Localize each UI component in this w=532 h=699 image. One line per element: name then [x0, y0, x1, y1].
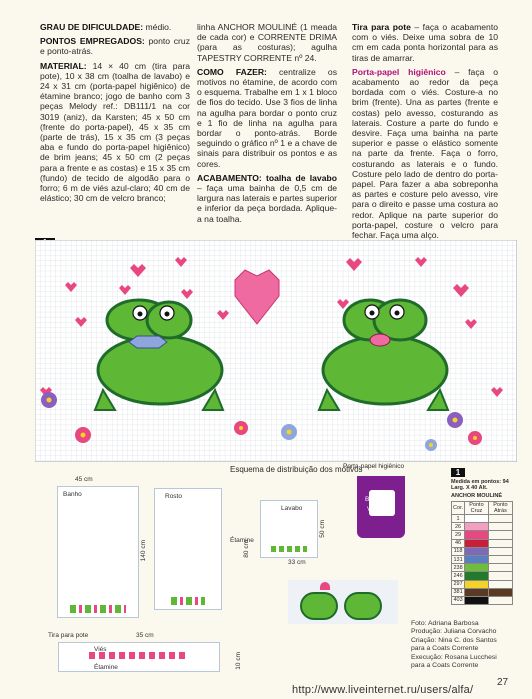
column-middle — [197, 22, 337, 228]
credit-line: para a Coats Corrente — [411, 662, 479, 670]
holder-title: Porta-papel higiênico — [343, 463, 405, 470]
how-to-label: COMO FAZER: — [197, 66, 267, 77]
page-number: 27 — [497, 677, 509, 688]
key-back-swatch — [488, 572, 512, 580]
credits — [411, 620, 497, 670]
towel-banho-motif — [70, 605, 126, 613]
flower-icon — [468, 431, 482, 445]
paper-holder-drawing — [357, 476, 405, 538]
flower-icon — [75, 427, 91, 443]
dim-45cm: 45 cm — [75, 476, 93, 483]
key-back-swatch — [488, 523, 512, 531]
key-color-code: 297 — [453, 581, 463, 588]
key-back-swatch — [488, 555, 512, 563]
pot-strip — [58, 642, 220, 672]
strip-value: – faça o acabamento com o viés. Deixe uma sobra de 10 cm em cada ponta horizontal para as tiras de amarrar. — [352, 22, 498, 63]
strip-label: Tira para pote — [352, 22, 411, 32]
key-color-code: 29 — [452, 531, 465, 539]
credit-line: Execução: Rosana Lucchesi — [411, 653, 497, 661]
key-brand: ANCHOR MOULINÉ — [451, 493, 503, 499]
key-header: Ponto Atrás — [488, 502, 512, 515]
flower-icon — [447, 412, 463, 428]
material-value: 14 × 40 cm (tira para pote), 10 x 38 cm (toalha de lavabo) e 24 x 31 cm (porta-papel higiênico) de étamine branco; jogo de banho com 3 peças Melody ref.: DB111/1 na cor 3019 (aniz), da Karsten; 45 x 50 cm (frente do porta-papel), 45 x 35 cm (parte de trás), 15 x 35 cm (3 peças aba e fundo do porta-papel higiênico) de brim jeans; 45 x 50 cm (2 peças para a frente e as costas) e 15 x 35 cm (fundo) de tecido de algodão para o forro; 6 m de viés azul-claro; 40 cm de elástico; 30 cm de velcro branco; — [40, 60, 190, 204]
towel-lavabo — [260, 500, 318, 558]
key-row — [452, 588, 513, 596]
frog-photo-left — [300, 592, 338, 620]
holder-value: – faça o acabamento ao redor da peça bordada com o viés. Costure-a no brim (frente). Una as partes (frente e costas) pelo avesso, costurando as laterais. Costure a parte do fundo e desvire. Faça uma bainha na parte superior e passe o elástico somente na parte da frente. Faça o forro, costurando as laterais e o fundo. Costure pelo lado de dentro do porta-papel. Para fazer a aba sobreponha as partes e costure pelo avesso, vire para o direito e passe uma costura ao redor. Aplique na parte superior do porta-papel, costure o velcro para fechar. Faça uma alço. — [352, 66, 498, 241]
vies-label: Viés — [367, 506, 380, 513]
key-cross-swatch — [465, 515, 489, 523]
finishing-label: ACABAMENTO: toalha de lavabo — [197, 172, 337, 183]
key-color-code: 131 — [453, 556, 463, 563]
dim-10cm: 10 cm — [235, 652, 242, 670]
key-row — [452, 515, 513, 523]
dim-35cm: 35 cm — [136, 632, 154, 639]
key-back-swatch — [488, 539, 512, 547]
towel-lavabo-motif — [271, 546, 307, 552]
holder-label: Porta-papel higiênico — [352, 66, 446, 77]
towel-banho-label: Banho — [63, 491, 82, 498]
key-color-code: 118 — [452, 547, 465, 555]
key-cross-swatch — [465, 539, 489, 547]
towel-rosto — [154, 488, 222, 610]
key-cross-swatch — [465, 531, 489, 539]
key-header: Ponto Cruz — [465, 502, 489, 515]
key-row — [452, 564, 513, 572]
key-row — [452, 555, 513, 563]
key-color-code: 381 — [453, 589, 463, 596]
flower-icon — [41, 392, 57, 408]
key-header: Cor. — [452, 502, 465, 515]
key-back-swatch — [488, 564, 512, 572]
dim-80cm: 80 cm — [243, 540, 250, 558]
key-back-swatch — [488, 588, 512, 596]
credit-line: Criação: Nina C. dos Santos — [411, 636, 497, 644]
dim-140cm: 140 cm — [140, 540, 147, 562]
threads-text: linha ANCHOR MOULINÉ (1 meada de cada cor) e CORRENTE DRIMA (para as costuras); agulha TAPESTRY CORRENTE nº 24. — [197, 22, 337, 63]
towel-lavabo-label: Lavabo — [281, 505, 303, 512]
credit-line: para a Coats Corrente — [411, 645, 479, 653]
key-back-swatch — [488, 531, 512, 539]
key-row — [452, 547, 513, 555]
towel-banho — [57, 486, 139, 618]
stitches-label: PONTOS EMPREGADOS: — [40, 36, 145, 47]
key-cross-swatch — [465, 572, 489, 580]
key-back-swatch — [488, 515, 512, 523]
key-cross-swatch — [465, 547, 489, 555]
key-row — [452, 572, 513, 580]
frog-photo-right — [344, 592, 382, 620]
key-badge: 1 — [451, 468, 465, 477]
dim-50cm: 50 cm — [319, 520, 326, 538]
key-row — [452, 539, 513, 547]
key-row — [452, 596, 513, 604]
key-color-code: 246 — [453, 572, 463, 579]
key-color-code: 46 — [452, 539, 465, 547]
strip-label-small: Tira para pote — [48, 632, 89, 639]
key-row — [452, 580, 513, 588]
key-back-swatch — [488, 547, 512, 555]
key-back-swatch — [488, 580, 512, 588]
dim-33cm: 33 cm — [288, 559, 306, 566]
key-cross-swatch — [465, 588, 489, 596]
credit-line: Foto: Adriana Barbosa — [411, 620, 479, 627]
key-cross-swatch — [465, 564, 489, 572]
towel-rosto-label: Rosto — [165, 493, 182, 500]
strip-etamine-label: Étamine — [94, 664, 118, 671]
key-cross-swatch — [465, 580, 489, 588]
key-cross-swatch — [465, 596, 489, 604]
key-row — [452, 523, 513, 531]
brim-label: Brim — [365, 496, 379, 503]
flower-icon — [281, 424, 297, 440]
credit-line: Produção: Juliana Corvacho — [411, 628, 497, 636]
how-to-value: centralize os motivos no étamine, de acordo com o esquema. Trabalhe em 1 x 1 bloco de fios do tecido. Use 3 fios de linha na agulha para bordar o ponto cruz e 1 fio de linha na agulha para bordar o ponto-atrás. Borde seguindo o gráfico nº 1 e a chave de sinais para distribuir os pontos e as cores. — [197, 66, 337, 169]
etamine-label: Étamine — [230, 537, 254, 544]
material-label: MATERIAL: — [40, 60, 87, 71]
key-title: Medida em pontos: 94 Larg. X 40 Alt. — [451, 479, 509, 491]
difficulty-label: GRAU DE DIFICULDADE: — [40, 22, 144, 32]
key-color-code: 1 — [452, 515, 465, 523]
source-url[interactable]: http://www.liveinternet.ru/users/alfa/ — [292, 684, 474, 696]
key-back-swatch — [488, 596, 512, 604]
flower-icon — [425, 439, 437, 451]
key-cross-swatch — [465, 555, 489, 563]
schematic-title: Esquema de distribuição dos motivos — [230, 465, 363, 474]
key-cross-swatch — [465, 523, 489, 531]
finished-towel-photo — [288, 580, 398, 624]
key-color-code: 403 — [453, 597, 463, 604]
column-right — [352, 22, 498, 244]
heart-icon — [320, 582, 330, 590]
difficulty-value: médio. — [143, 22, 172, 32]
strip-hearts — [89, 652, 189, 659]
key-row — [452, 531, 513, 539]
key-table — [451, 501, 513, 605]
key-color-code: 238 — [453, 564, 463, 571]
cross-stitch-chart — [35, 240, 517, 462]
column-left — [40, 22, 190, 207]
color-key — [451, 468, 513, 605]
towel-rosto-motif — [171, 597, 205, 605]
key-color-code: 26 — [452, 523, 465, 531]
flower-icon — [234, 421, 248, 435]
finishing-value: – faça uma bainha de 0,5 cm de largura nas laterais e partes superior e inferior da peça bordada. Aplique-a na toalha. — [197, 183, 337, 224]
strip-vies-label: Viés — [94, 646, 107, 653]
stitches-value: ponto cruz e ponto-atrás. — [40, 36, 190, 57]
